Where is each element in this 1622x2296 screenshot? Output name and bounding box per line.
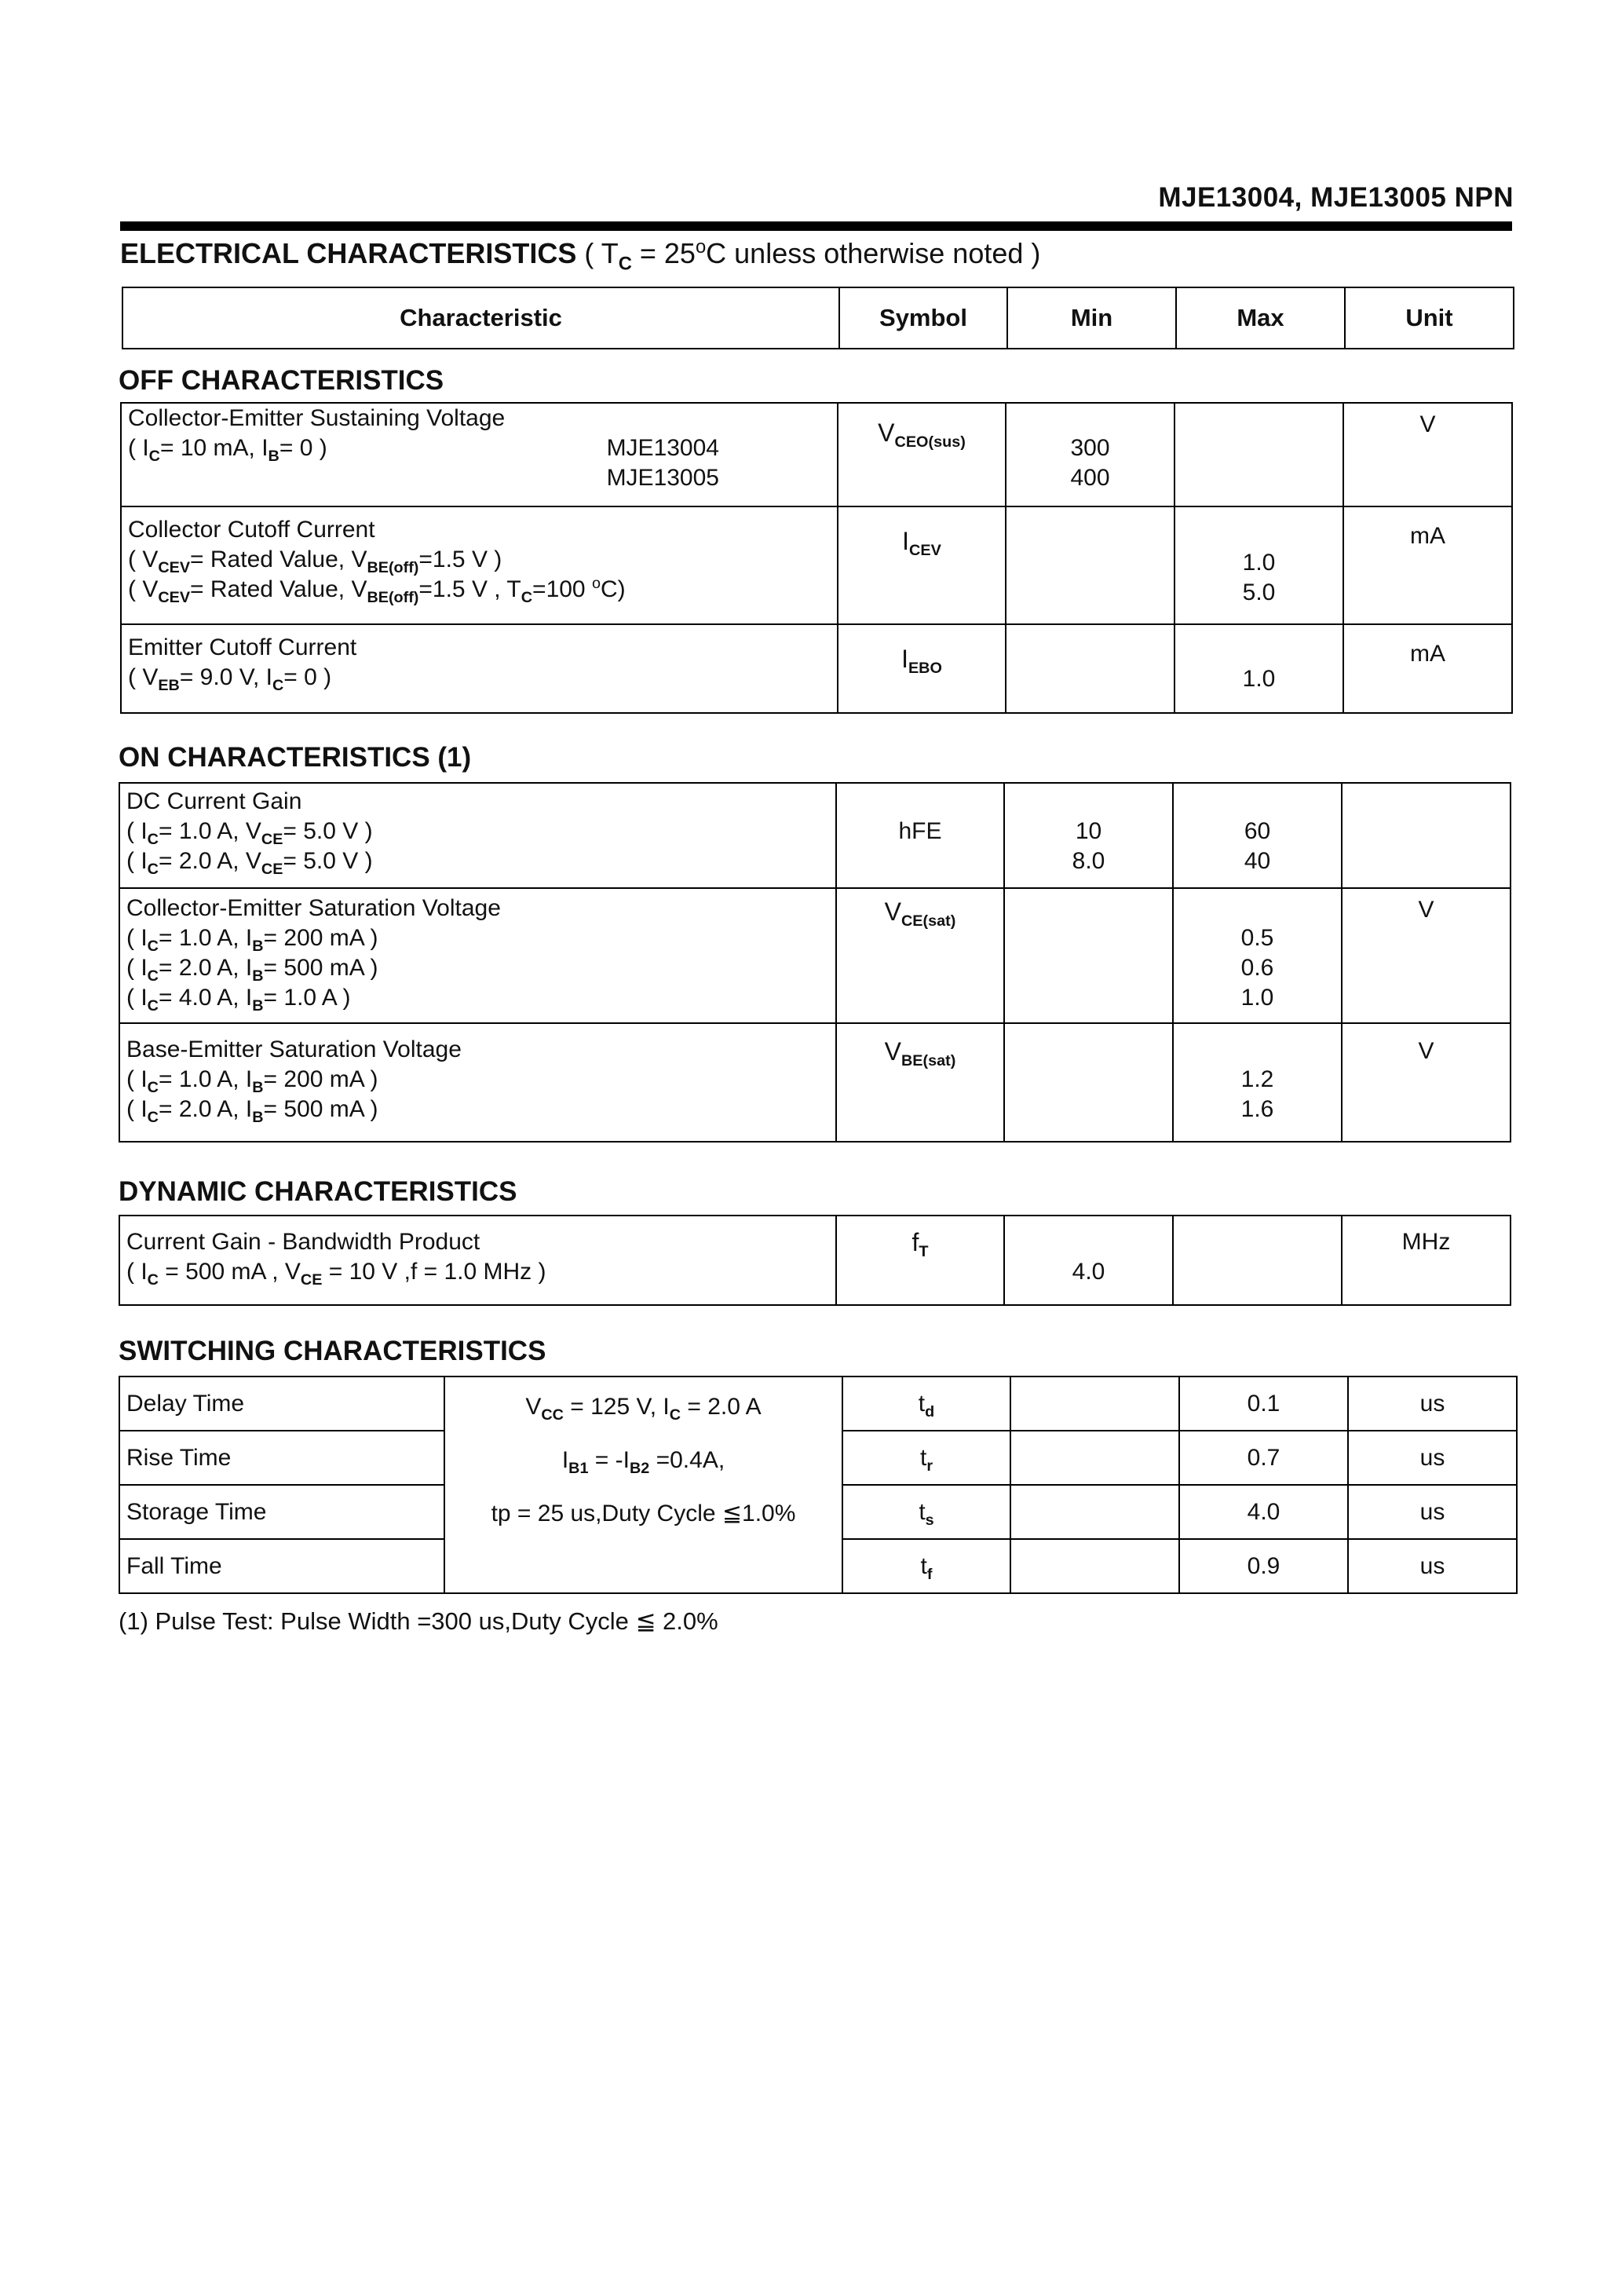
icev-condition-1: ( $V_{CEV}=$ Rated Value, $V_{BE(off)}=1.5$ V ) [128, 547, 502, 576]
table-row [121, 403, 1512, 506]
sw-rise-unit: us [1348, 1431, 1517, 1485]
elec-title-main: ELECTRICAL CHARACTERISTICS [120, 237, 577, 269]
vcesat-characteristic [119, 888, 836, 1023]
iebo-unit: mA [1343, 624, 1512, 713]
iebo-max: 1.0 [1174, 624, 1343, 713]
iebo-condition: ( $V_{EB}= 9.0$ V, $I_C= 0$ ) [128, 664, 332, 694]
vcesat-name: Collector-Emitter Saturation Voltage [126, 895, 501, 921]
table-row [119, 1023, 1511, 1142]
hfe-characteristic [119, 783, 836, 888]
col-max: Max [1176, 287, 1345, 349]
sw-delay-max: 0.1 [1179, 1377, 1348, 1431]
vbesat-min [1004, 1023, 1173, 1142]
hfe-name: DC Current Gain [126, 788, 302, 814]
section-off-title: OFF CHARACTERISTICS [119, 365, 444, 396]
ft-name: Current Gain - Bandwidth Product [126, 1229, 480, 1255]
vbesat-characteristic [119, 1023, 836, 1142]
vcesat-max: 0.5 0.6 1.0 [1173, 888, 1342, 1023]
switching-characteristics-table [119, 1376, 1518, 1594]
ft-max [1173, 1216, 1342, 1305]
sw-fall-max: 0.9 [1179, 1539, 1348, 1593]
sw-delay-unit: us [1348, 1377, 1517, 1431]
col-min: Min [1007, 287, 1176, 349]
table-row [121, 506, 1512, 624]
hfe-symbol: hFE [836, 783, 1004, 888]
ft-unit: MHz [1342, 1216, 1511, 1305]
hfe-condition-2: ( $I_C= 2.0$ A, $V_{CE}= 5.0$ V ) [126, 848, 373, 878]
switching-condition-3: tp = 25 us,Duty Cycle ≦1.0% [491, 1501, 796, 1526]
vbesat-symbol: $V_{BE(sat)}$ [836, 1023, 1004, 1142]
vbesat-name: Base-Emitter Saturation Voltage [126, 1036, 462, 1062]
vceo-symbol: $V_{CEO(sus)}$ [838, 403, 1006, 506]
vcesat-condition-1: ( $I_C= 1.0$ A, $I_B= 200$ mA ) [126, 925, 378, 955]
vceo-min: 300 400 [1006, 403, 1174, 506]
footnote: (1) Pulse Test: Pulse Width =300 us,Duty Cycle ≦ 2.0% [119, 1607, 718, 1635]
sw-fall-time: Fall Time [119, 1539, 444, 1593]
table-row [119, 783, 1511, 888]
vceo-condition: ( $I_C= 10$ mA, $I_B= 0$ ) [128, 435, 327, 465]
sw-fall-symbol: $t_f$ [842, 1539, 1010, 1593]
vbesat-unit: V [1342, 1023, 1511, 1142]
dynamic-characteristics-table [119, 1215, 1511, 1306]
vbesat-max: 1.2 1.6 [1173, 1023, 1342, 1142]
vcesat-symbol: $V_{CE(sat)}$ [836, 888, 1004, 1023]
elec-title-condition: ( $T_C = 25^oC$ unless otherwise noted ) [584, 236, 1041, 275]
section-dynamic-title: DYNAMIC CHARACTERISTICS [119, 1176, 517, 1207]
ft-symbol: $f_T$ [836, 1216, 1004, 1305]
icev-condition-2: ( $V_{CEV}=$ Rated Value, $V_{BE(off)}=1.5$ V , $T_C=100$ $^o$C) [128, 575, 626, 606]
icev-unit: mA [1343, 506, 1512, 624]
sw-storage-max: 4.0 [1179, 1485, 1348, 1539]
sw-storage-min [1010, 1485, 1179, 1539]
vbesat-condition-1: ( $I_C= 1.0$ A, $I_B= 200$ mA ) [126, 1066, 378, 1096]
column-header-table [122, 287, 1514, 349]
sw-storage-time: Storage Time [119, 1485, 444, 1539]
hfe-condition-1: ( $I_C= 1.0$ A, $V_{CE}= 5.0$ V ) [126, 818, 373, 848]
vceo-name: Collector-Emitter Sustaining Voltage [128, 405, 506, 431]
sw-rise-max: 0.7 [1179, 1431, 1348, 1485]
off-characteristics-table [120, 402, 1513, 714]
hfe-unit [1342, 783, 1511, 888]
ft-characteristic [119, 1216, 836, 1305]
vbesat-condition-2: ( $I_C= 2.0$ A, $I_B= 500$ mA ) [126, 1096, 378, 1126]
sw-delay-time: Delay Time [119, 1377, 444, 1431]
on-characteristics-table [119, 782, 1511, 1143]
sw-rise-time: Rise Time [119, 1431, 444, 1485]
table-row [119, 888, 1511, 1023]
icev-symbol: $I_{CEV}$ [838, 506, 1006, 624]
vcesat-unit: V [1342, 888, 1511, 1023]
vcesat-min [1004, 888, 1173, 1023]
icev-min [1006, 506, 1174, 624]
vcesat-condition-2: ( $I_C= 2.0$ A, $I_B= 500$ mA ) [126, 955, 378, 985]
switching-conditions [444, 1377, 842, 1593]
vcesat-condition-3: ( $I_C= 4.0$ A, $I_B= 1.0$ A ) [126, 985, 351, 1015]
sw-delay-symbol: $t_d$ [842, 1377, 1010, 1431]
vceo-part-1: MJE13004 [606, 435, 719, 461]
iebo-symbol: $I_{EBO}$ [838, 624, 1006, 713]
sw-rise-symbol: $t_r$ [842, 1431, 1010, 1485]
table-row [119, 1377, 1517, 1431]
col-unit: Unit [1345, 287, 1514, 349]
sw-fall-min [1010, 1539, 1179, 1593]
icev-characteristic [121, 506, 838, 624]
sw-delay-min [1010, 1377, 1179, 1431]
sw-storage-symbol: $t_s$ [842, 1485, 1010, 1539]
ft-condition: ( $I_C = 500$ mA , $V_{CE} = 10$ V ,f = 1.0 MHz ) [126, 1259, 546, 1289]
section-on-title: ON CHARACTERISTICS (1) [119, 742, 472, 773]
vceo-characteristic [121, 403, 838, 506]
vceo-max [1174, 403, 1343, 506]
part-title: MJE13004, MJE13005 NPN [1158, 182, 1514, 213]
table-row [121, 624, 1512, 713]
vceo-unit: V [1343, 403, 1512, 506]
table-row [119, 1216, 1511, 1305]
electrical-characteristics-title [120, 236, 1041, 275]
switching-condition-2: $I_{B1} = -I_{B2} =0.4A$, [561, 1447, 725, 1477]
icev-name: Collector Cutoff Current [128, 517, 375, 543]
switching-condition-1: $V_{CC} = 125$ V, $I_C = 2.0$ A [525, 1394, 762, 1424]
icev-max: 1.0 5.0 [1174, 506, 1343, 624]
col-symbol: Symbol [839, 287, 1007, 349]
col-characteristic: Characteristic [122, 287, 839, 349]
iebo-characteristic [121, 624, 838, 713]
top-rule [120, 221, 1512, 231]
sw-storage-unit: us [1348, 1485, 1517, 1539]
iebo-min [1006, 624, 1174, 713]
hfe-min: 10 8.0 [1004, 783, 1173, 888]
hfe-max: 60 40 [1173, 783, 1342, 888]
sw-fall-unit: us [1348, 1539, 1517, 1593]
vceo-part-2: MJE13005 [606, 465, 719, 491]
ft-min: 4.0 [1004, 1216, 1173, 1305]
iebo-name: Emitter Cutoff Current [128, 634, 357, 660]
sw-rise-min [1010, 1431, 1179, 1485]
section-switching-title: SWITCHING CHARACTERISTICS [119, 1336, 546, 1366]
